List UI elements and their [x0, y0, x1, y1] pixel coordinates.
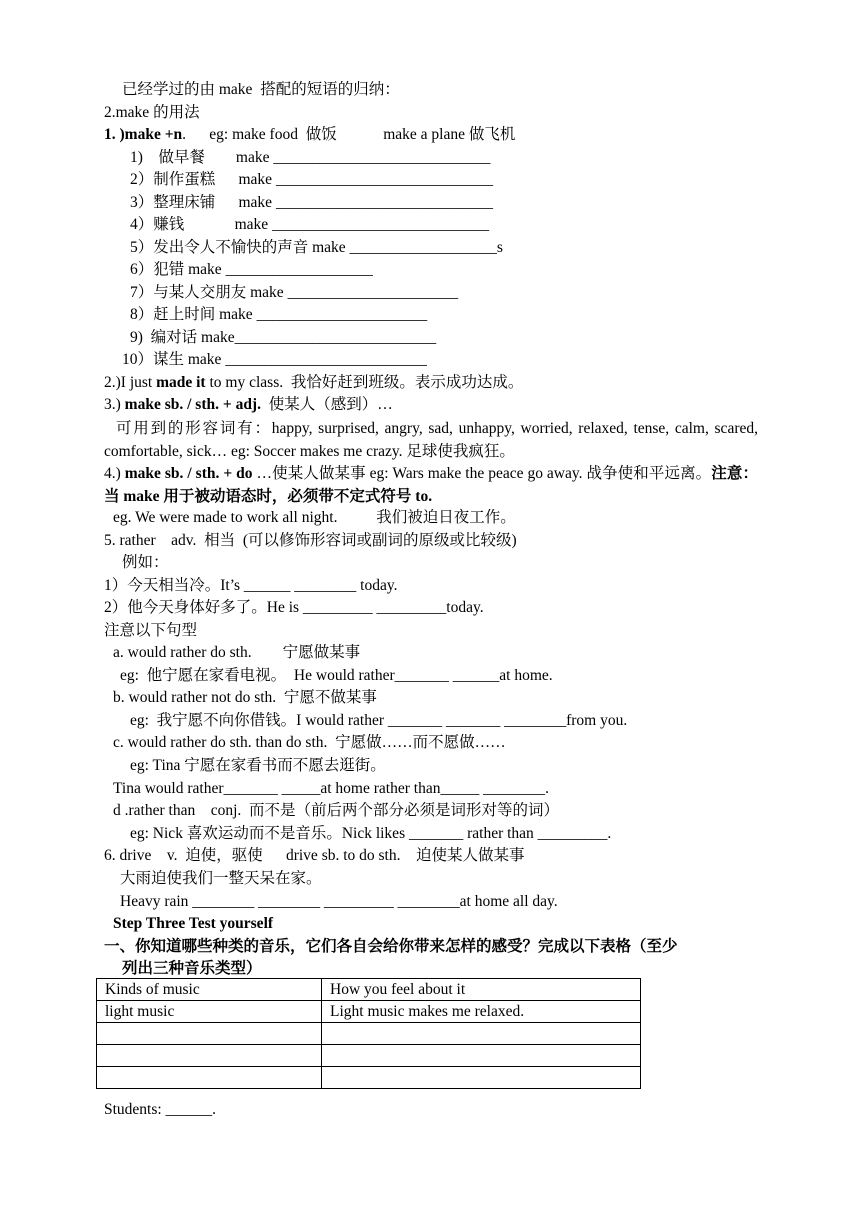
question-one-line2: 列出三种音乐类型）	[122, 960, 262, 977]
exercise-item: 10）谋生 make __________________________	[122, 351, 427, 368]
text-span: 2.)I just	[104, 374, 157, 391]
example-line: eg: 我宁愿不向你借钱。I would rather _______ _______ ________from you.	[130, 712, 628, 729]
table-cell[interactable]	[97, 1023, 322, 1045]
made-it-phrase: made it	[156, 374, 206, 391]
make-noun-examples: . eg: make food 做饭 make a plane 做飞机	[182, 126, 516, 143]
example-line: eg: 他宁愿在家看电视。 He would rather_______ ______at home.	[120, 667, 553, 684]
make-noun-line	[104, 125, 515, 145]
made-it-line	[104, 373, 523, 393]
intro-line: 已经学过的由 make 搭配的短语的归纳：	[122, 81, 400, 98]
text-span: to my class. 我恰好赶到班级。表示成功达成。	[205, 374, 524, 391]
exercise-item: 2）他今天身体好多了。He is _________ _________today.	[104, 599, 484, 616]
make-adj-pattern: make sb. / sth. + adj.	[124, 396, 261, 413]
patterns-heading: 注意以下句型	[104, 622, 198, 639]
table-row	[97, 1023, 641, 1045]
pattern-line: a. would rather do sth. 宁愿做某事	[113, 644, 361, 661]
text-span: …使某人做某事 eg: Wars make the peace go away. 战争使和平远离。	[252, 465, 712, 482]
make-noun-pattern: 1. )make +n	[104, 126, 183, 143]
table-row	[97, 1001, 641, 1023]
example-label: 例如：	[122, 554, 169, 571]
rather-heading: 5. rather adv. 相当 (可以修饰形容词或副词的原级或比较级)	[104, 532, 517, 549]
exercise-item: 7）与某人交朋友 make ______________________	[130, 284, 459, 301]
music-table	[96, 978, 641, 1089]
table-cell[interactable]	[322, 1045, 641, 1067]
exercise-item: 4）赚钱 make ____________________________	[130, 216, 490, 233]
example-line: eg: Nick 喜欢运动而不是音乐。Nick likes _______ rather than _________.	[130, 825, 612, 842]
example-line: eg: Tina 宁愿在家看书而不愿去逛街。	[130, 757, 386, 774]
exercise-item: 9) 编对话 make__________________________	[130, 329, 437, 346]
table-cell: Light music makes me relaxed.	[322, 1001, 641, 1023]
exercise-item: 3）整理床铺 make ____________________________	[130, 194, 493, 211]
drive-heading: 6. drive v. 迫使，驱使 drive sb. to do sth. 迫使某人做某事	[104, 847, 525, 864]
exercise-item: 6）犯错 make ___________________	[130, 261, 373, 278]
table-header-row	[97, 979, 641, 1001]
exercise-item: 1）今天相当冷。It’s ______ ________ today.	[104, 577, 398, 594]
example-line: eg. We were made to work all night. 我们被迫日夜工作。	[113, 509, 516, 526]
example-line: 大雨迫使我们一整天呆在家。	[120, 870, 322, 887]
table-cell: light music	[97, 1001, 322, 1023]
exercise-item: 1) 做早餐 make ____________________________	[130, 149, 491, 166]
pattern-line: b. would rather not do sth. 宁愿不做某事	[113, 689, 377, 706]
text-span: 使某人（感到）…	[260, 396, 393, 413]
header-kinds: Kinds of music	[97, 979, 322, 1001]
make-adj-line	[104, 395, 393, 415]
pattern-line: c. would rather do sth. than do sth. 宁愿做……而不愿做……	[113, 734, 506, 751]
exercise-item: 5）发出令人不愉快的声音 make ___________________s	[130, 239, 503, 256]
table-cell[interactable]	[322, 1067, 641, 1089]
table-cell[interactable]	[97, 1045, 322, 1067]
text-span: 3.)	[104, 396, 125, 413]
pattern-line: d .rather than conj. 而不是（前后两个部分必须是词形对等的词）	[113, 802, 560, 819]
table-cell[interactable]	[322, 1023, 641, 1045]
students-line: Students: ______.	[104, 1101, 216, 1118]
exercise-item: 2）制作蛋糕 make ____________________________	[130, 171, 493, 188]
step-three-heading: Step Three Test yourself	[113, 915, 274, 932]
text-span: 4.)	[104, 465, 125, 482]
section-heading-make: 2.make 的用法	[104, 104, 200, 121]
example-line: Tina would rather_______ _____at home rather than_____ ________.	[113, 780, 549, 797]
passive-note: 注意：当 make 用于被动语态时，必须带不定式符号 to.	[104, 465, 758, 505]
question-one-line1: 一、你知道哪些种类的音乐，它们各自会给你带来怎样的感受？完成以下表格（至少	[104, 938, 678, 955]
table-cell[interactable]	[97, 1067, 322, 1089]
table-row	[97, 1045, 641, 1067]
make-do-pattern: make sb. / sth. + do	[124, 465, 253, 482]
exercise-item: Heavy rain ________ ________ _________ ________at home all day.	[120, 893, 558, 910]
adjectives-paragraph: 可用到的形容词有：happy, surprised, angry, sad, unhappy, worried, relaxed, tense, calm, scared, comfortable, sick… eg: Soccer makes me crazy. 足球使我疯狂。	[104, 420, 758, 460]
make-do-paragraph	[104, 463, 758, 508]
header-feel: How you feel about it	[322, 979, 641, 1001]
exercise-item: 8）赶上时间 make ______________________	[130, 306, 428, 323]
table-row	[97, 1067, 641, 1089]
